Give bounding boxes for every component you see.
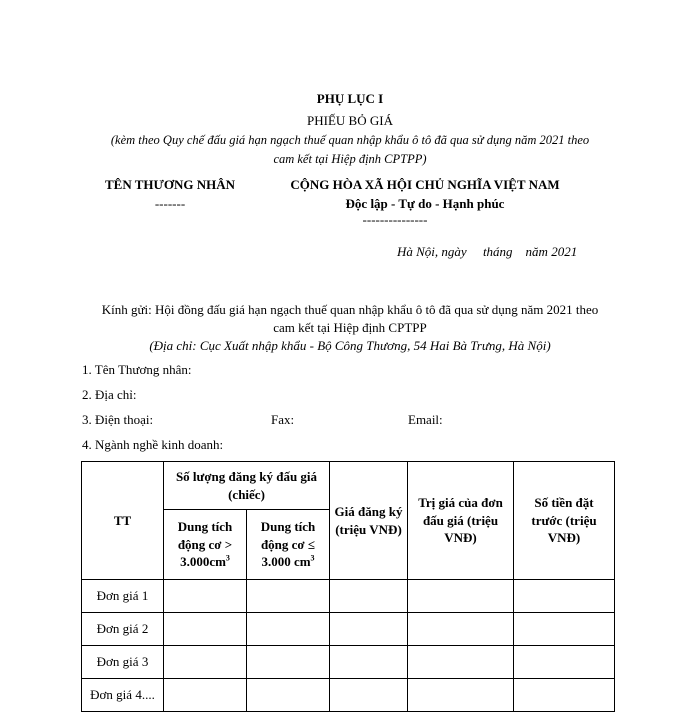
table-row bbox=[82, 613, 615, 646]
header-engine-large-text: Dung tích động cơ > 3.000cm bbox=[177, 519, 233, 570]
business-field: 4. Ngành nghề kinh doanh: bbox=[82, 437, 224, 452]
cell bbox=[164, 613, 247, 646]
table-row bbox=[82, 679, 615, 712]
cell bbox=[164, 679, 247, 712]
cell bbox=[514, 613, 615, 646]
date-line: Hà Nội, ngày tháng năm 2021 bbox=[397, 244, 578, 259]
left-divider: ------- bbox=[154, 196, 186, 211]
cell bbox=[330, 679, 408, 712]
cubic-superscript: 3 bbox=[310, 553, 315, 563]
form-title: PHIẾU BỎ GIÁ bbox=[307, 113, 393, 128]
phone-field: 3. Điện thoại: bbox=[82, 412, 154, 427]
address-field: 2. Địa chỉ: bbox=[82, 387, 137, 402]
cell bbox=[330, 613, 408, 646]
country-name: CỘNG HÒA XÃ HỘI CHỦ NGHĨA VIỆT NAM bbox=[290, 177, 560, 192]
header-engine-small-text: Dung tích động cơ ≤ 3.000 cm bbox=[260, 519, 316, 570]
header-engine-small bbox=[247, 510, 330, 580]
cell bbox=[408, 679, 514, 712]
cell bbox=[164, 646, 247, 679]
recipient-address: (Địa chỉ: Cục Xuất nhập khẩu - Bộ Công Thương, 54 Hai Bà Trưng, Hà Nội) bbox=[149, 338, 551, 353]
cell bbox=[330, 580, 408, 613]
trader-name-field: 1. Tên Thương nhân: bbox=[82, 362, 192, 377]
subtitle-line-1: (kèm theo Quy chế đấu giá hạn ngạch thuế quan nhập khẩu ô tô đã qua sử dụng năm 2021 theo bbox=[110, 133, 590, 147]
recipient-line-1: Kính gửi: Hội đồng đấu giá hạn ngạch thuế quan nhập khẩu ô tô đã qua sử dụng năm 2021 theo bbox=[101, 302, 599, 317]
bid-table bbox=[81, 461, 615, 712]
recipient-line-2: cam kết tại Hiệp định CPTPP bbox=[273, 320, 427, 335]
header-deposit: Số tiền đặt trước (triệu VNĐ) bbox=[514, 462, 615, 580]
row-label: Đơn giá 2 bbox=[82, 613, 164, 646]
cell bbox=[247, 580, 330, 613]
cell bbox=[408, 646, 514, 679]
table-row bbox=[82, 580, 615, 613]
cell bbox=[514, 679, 615, 712]
appendix-title: PHỤ LỤC I bbox=[316, 91, 384, 106]
table-row bbox=[82, 646, 615, 679]
cell bbox=[247, 679, 330, 712]
header-tt: TT bbox=[82, 462, 164, 580]
row-label: Đơn giá 4.... bbox=[82, 679, 164, 712]
header-value: Trị giá của đơn đấu giá (triệu VNĐ) bbox=[408, 462, 514, 580]
cell bbox=[408, 580, 514, 613]
cell bbox=[330, 646, 408, 679]
cell bbox=[514, 580, 615, 613]
header-engine-large bbox=[164, 510, 247, 580]
cell bbox=[247, 613, 330, 646]
cell bbox=[247, 646, 330, 679]
subtitle-line-2: cam kết tại Hiệp định CPTPP) bbox=[273, 152, 427, 166]
fax-field: Fax: bbox=[271, 412, 295, 427]
cell bbox=[514, 646, 615, 679]
row-label: Đơn giá 1 bbox=[82, 580, 164, 613]
header-price: Giá đăng ký (triệu VNĐ) bbox=[330, 462, 408, 580]
national-motto: Độc lập - Tự do - Hạnh phúc bbox=[345, 196, 505, 211]
email-field: Email: bbox=[408, 412, 443, 427]
cubic-superscript: 3 bbox=[225, 553, 230, 563]
right-divider: --------------- bbox=[362, 212, 428, 227]
row-label: Đơn giá 3 bbox=[82, 646, 164, 679]
cell bbox=[408, 613, 514, 646]
header-quantity: Số lượng đăng ký đấu giá (chiếc) bbox=[164, 462, 330, 510]
cell bbox=[164, 580, 247, 613]
trader-name-label: TÊN THƯƠNG NHÂN bbox=[104, 177, 235, 192]
